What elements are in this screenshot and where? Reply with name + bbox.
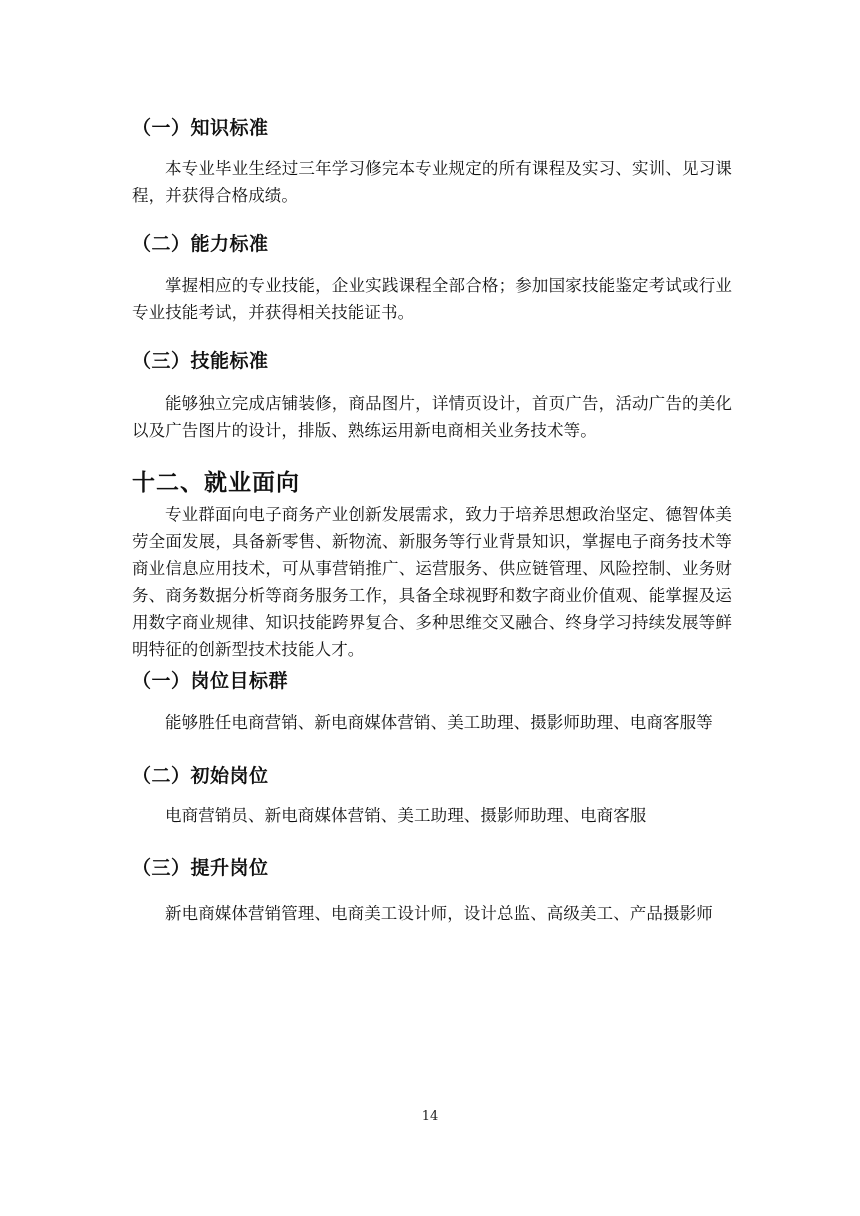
promotion-positions-heading: （三）提升岗位 [132,857,269,879]
initial-positions-heading: （二）初始岗位 [132,765,269,787]
skill-standard-heading: （三）技能标准 [132,350,269,372]
ability-standard-text: 掌握相应的专业技能，企业实践课程全部合格；参加国家技能鉴定考试或行业专业技能考试，并获得相关技能证书。 [132,276,732,322]
promotion-positions-text: 新电商媒体营销管理、电商美工设计师，设计总监、高级美工、产品摄影师 [165,904,713,923]
initial-positions-text: 电商营销员、新电商媒体营销、美工助理、摄影师助理、电商客服 [165,806,647,825]
employment-section-heading: 十二、就业面向 [132,470,300,496]
target-positions-text: 能够胜任电商营销、新电商媒体营销、美工助理、摄影师助理、电商客服等 [165,713,713,732]
employment-intro-text: 专业群面向电子商务产业创新发展需求，致力于培养思想政治坚定、德智体美劳全面发展，具备新零售、新物流、新服务等行业背景知识，掌握电子商务技术等商业信息应用技术，可从事营销推广、运营服务、供应链管理、风险控制、业务财务、商务数据分析等商务服务工作，具备全球视野和数字商业价值观、能掌握及运用数字商业规律、知识技能跨界复合、多种思维交叉融合、终身学习持续发展等鲜明特征的创新型技术技能人才。 [132,505,732,659]
ability-standard-heading: （二）能力标准 [132,233,269,255]
target-positions-heading: （一）岗位目标群 [132,670,289,692]
page-number: 14 [421,1109,439,1124]
skill-standard-text: 能够独立完成店铺装修，商品图片，详情页设计，首页广告，活动广告的美化以及广告图片的设计，排版、熟练运用新电商相关业务技术等。 [132,394,732,440]
knowledge-standard-text: 本专业毕业生经过三年学习修完本专业规定的所有课程及实习、实训、见习课程，并获得合格成绩。 [132,159,732,205]
knowledge-standard-heading: （一）知识标准 [132,117,269,139]
